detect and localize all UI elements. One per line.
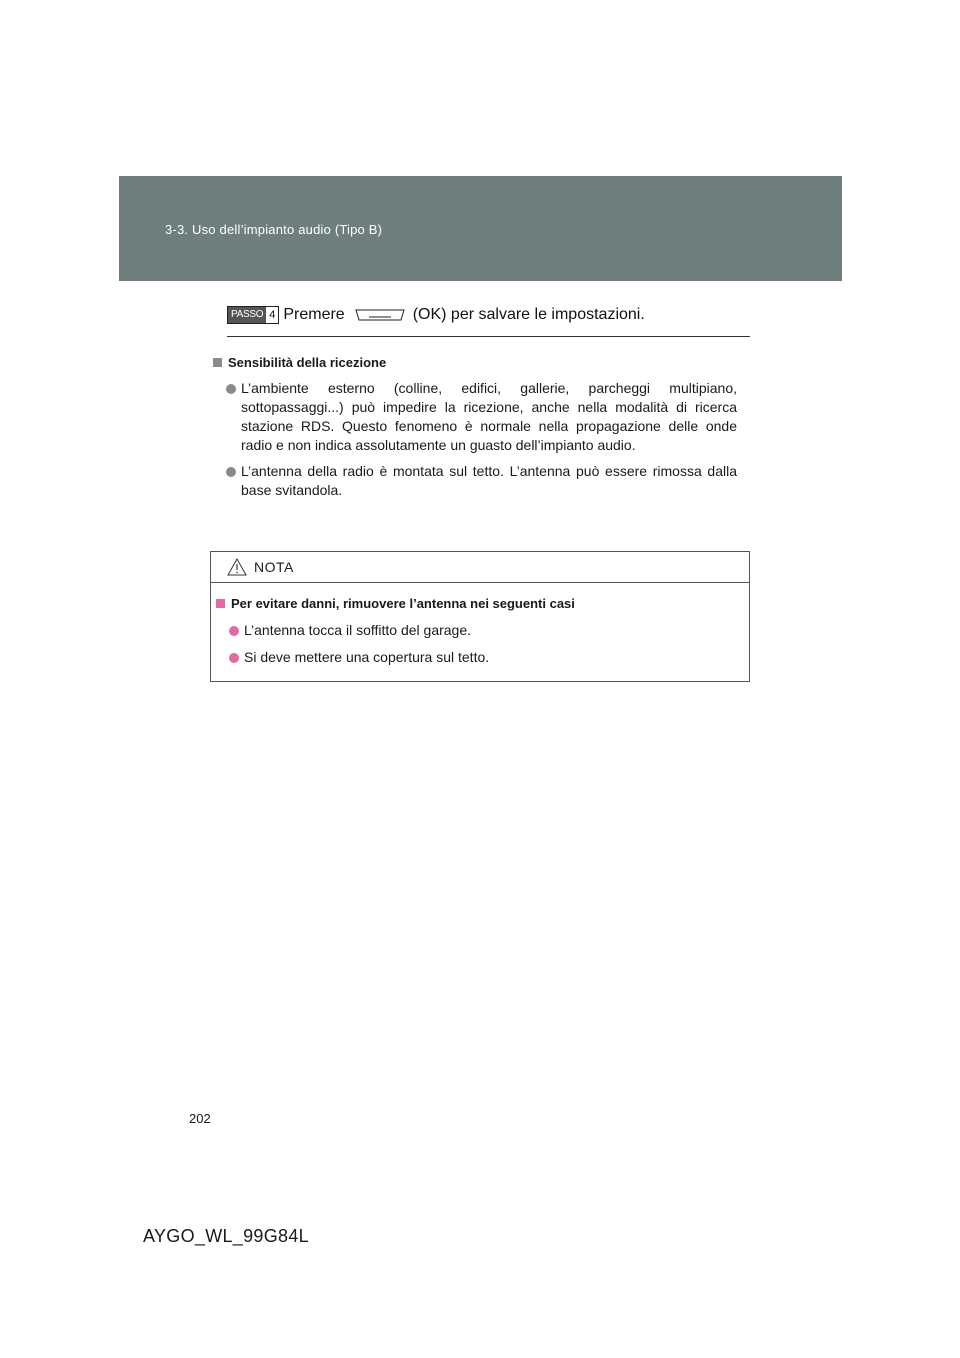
- note-heading-text: Per evitare danni, rimuovere l’antenna nei seguenti casi: [231, 596, 575, 611]
- section-header-band: [119, 176, 842, 281]
- list-item: [216, 648, 741, 667]
- round-bullet-icon: [229, 653, 239, 663]
- round-bullet-icon: [226, 467, 236, 477]
- info-heading: [213, 355, 737, 370]
- step-badge: [227, 306, 279, 324]
- section-title: 3-3. Uso dell’impianto audio (Tipo B): [165, 222, 383, 237]
- note-body: [216, 596, 741, 675]
- ok-button-icon: [355, 308, 405, 322]
- square-bullet-icon: [213, 358, 222, 367]
- document-code: AYGO_WL_99G84L: [143, 1226, 309, 1246]
- note-header: [211, 552, 749, 583]
- step-instruction: [227, 305, 645, 324]
- step-text-before: Premere: [283, 305, 345, 323]
- page-number: 202: [189, 1111, 211, 1126]
- list-item-text: L’antenna della radio è montata sul tetto. L’antenna può essere rimossa dalla base svitandola.: [241, 463, 737, 498]
- step-badge-word: PASSO: [228, 307, 266, 323]
- list-item: [213, 379, 737, 455]
- round-bullet-icon: [226, 384, 236, 394]
- section-divider: [227, 336, 750, 337]
- list-item-text: L’ambiente esterno (colline, edifici, gallerie, parcheggi multipiano, sottopassaggi...) può impedire la ricezione, anche nella modalità di ricerca stazione RDS. Questo fenomeno è normale nella propagazione delle onde radio e non indica assolutamente un guasto dell’impianto audio.: [241, 380, 737, 453]
- step-badge-number: 4: [266, 307, 278, 323]
- square-bullet-icon: [216, 599, 225, 608]
- note-box: [210, 551, 750, 682]
- list-item-text: Si deve mettere una copertura sul tetto.: [244, 649, 490, 665]
- round-bullet-icon: [229, 626, 239, 636]
- warning-triangle-icon: [227, 558, 247, 576]
- list-item: [216, 621, 741, 640]
- note-title: NOTA: [254, 559, 294, 575]
- list-item: [213, 462, 737, 500]
- list-item-text: L’antenna tocca il soffitto del garage.: [244, 622, 472, 638]
- info-heading-text: Sensibilità della ricezione: [228, 355, 387, 370]
- step-text-after: (OK) per salvare le impostazioni.: [412, 305, 645, 323]
- note-heading: [216, 596, 741, 611]
- info-section: [213, 355, 737, 507]
